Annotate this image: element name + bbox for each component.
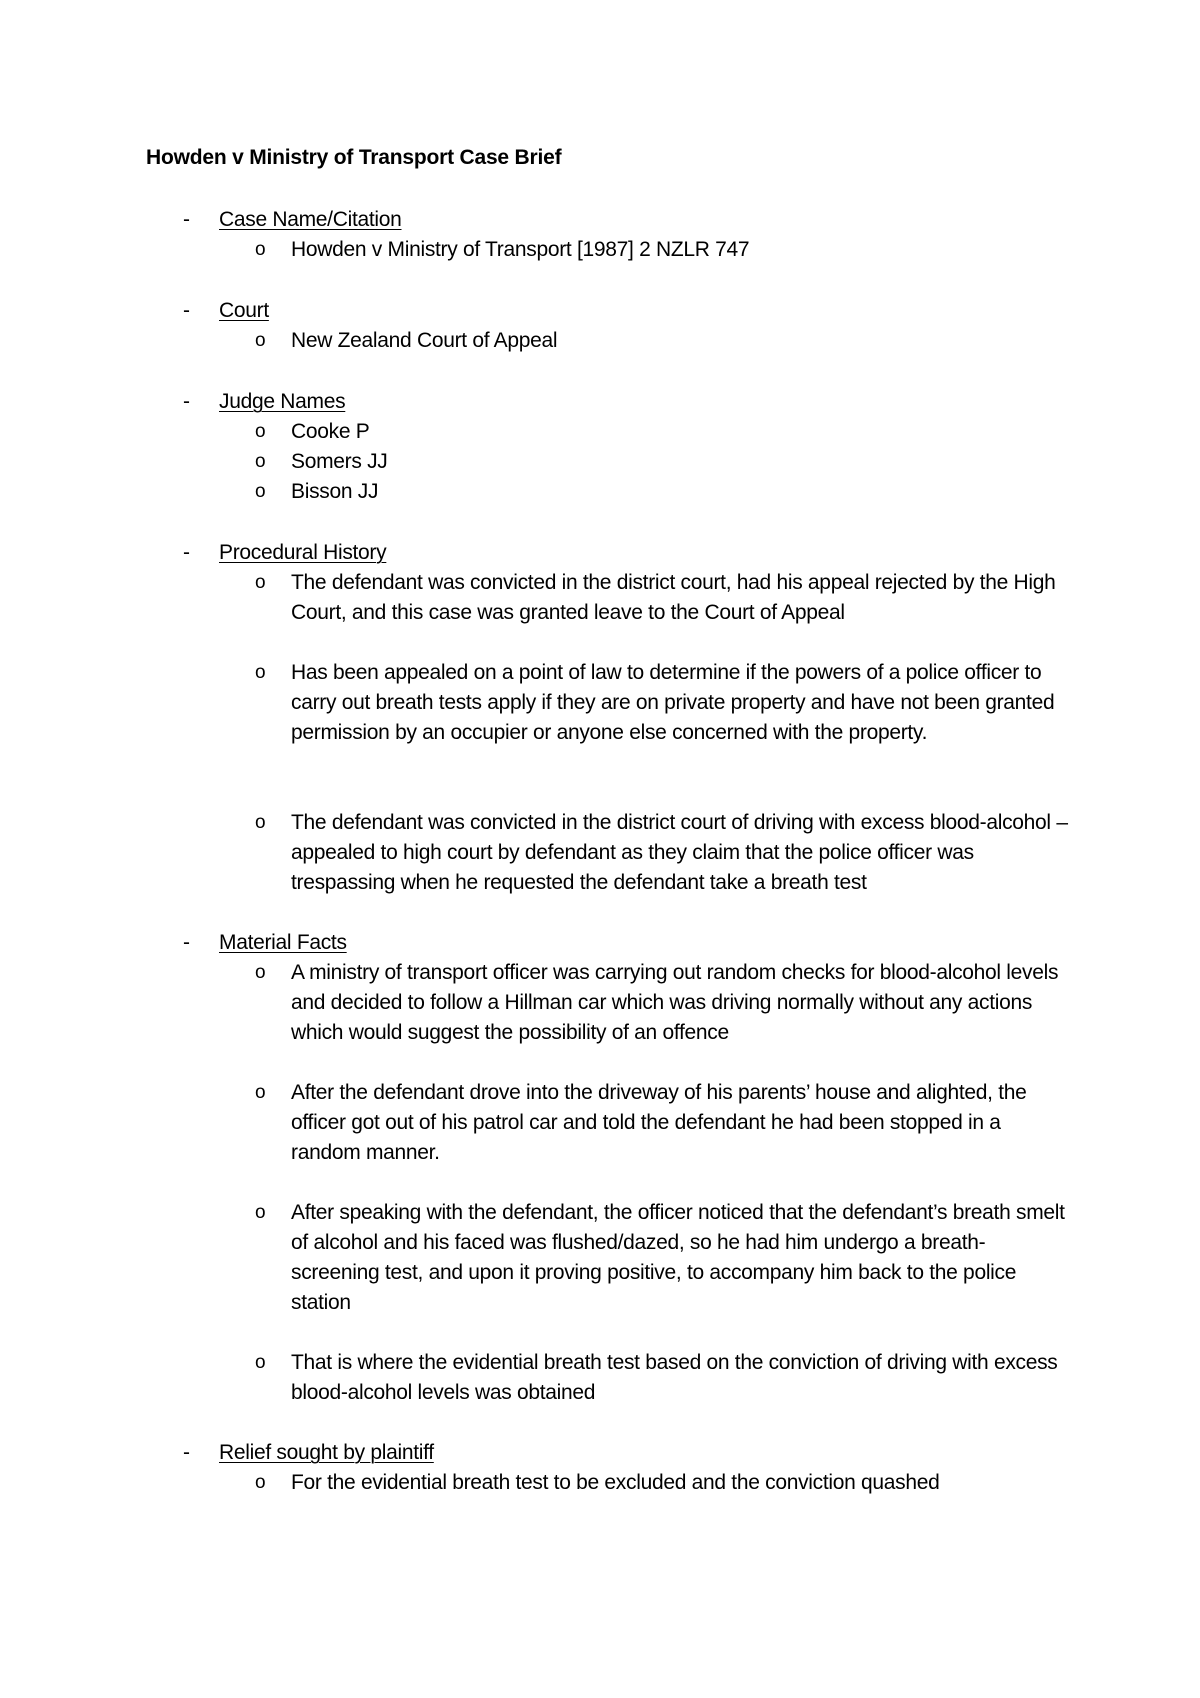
dash-marker: -	[183, 208, 190, 231]
section-heading	[0, 205, 1200, 235]
list-item-text: The defendant was convicted in the district court, had his appeal rejected by the High Court, and this case was granted leave to the Court of Appeal	[291, 571, 1056, 624]
bullet-marker: o	[255, 662, 266, 683]
bullet-marker: o	[255, 572, 266, 593]
list-item-text: After the defendant drove into the driveway of his parents’ house and alighted, the officer got out of his patrol car and told the defendant he had been stopped in a random manner.	[291, 1081, 1027, 1164]
bullet-marker: o	[255, 962, 266, 983]
list-item-text: Has been appealed on a point of law to determine if the powers of a police officer to carry out breath tests apply if they are on private property and have not been granted permission by an occupier or anyone else concerned with the property.	[291, 661, 1055, 744]
list-item-text: That is where the evidential breath test based on the conviction of driving with excess blood-alcohol levels was obtained	[291, 1351, 1058, 1404]
section-heading-label: Court	[219, 299, 269, 322]
section-heading-label: Judge Names	[219, 390, 346, 413]
section-heading-label: Relief sought by plaintiff	[219, 1441, 434, 1464]
list-item-text: After speaking with the defendant, the officer noticed that the defendant’s breath smelt of alcohol and his faced was flushed/dazed, so he had him undergo a breath-screening test, and upon it proving positive, to accompany him back to the police station	[291, 1201, 1065, 1314]
list-item-text: A ministry of transport officer was carrying out random checks for blood-alcohol levels and decided to follow a Hillman car which was driving normally without any actions which would suggest the possibility of an offence	[291, 961, 1059, 1044]
bullet-marker: o	[255, 481, 266, 502]
list-item-text: Howden v Ministry of Transport [1987] 2 NZLR 747	[291, 238, 750, 261]
section-heading-label: Material Facts	[219, 931, 347, 954]
bullet-marker: o	[255, 239, 266, 260]
bullet-marker: o	[255, 1352, 266, 1373]
bullet-marker: o	[255, 812, 266, 833]
list-item-text: Cooke P	[291, 420, 370, 443]
list-item-text: The defendant was convicted in the district court of driving with excess blood-alcohol – appealed to high court by defendant as they claim that the police officer was trespassing when he requested the defendant take a breath test	[291, 811, 1068, 894]
bullet-marker: o	[255, 1082, 266, 1103]
section-heading-label: Case Name/Citation	[219, 208, 402, 231]
section-heading	[0, 928, 1200, 958]
bullet-marker: o	[255, 421, 266, 442]
list-item-text: New Zealand Court of Appeal	[291, 329, 558, 352]
section-heading	[0, 296, 1200, 326]
dash-marker: -	[183, 931, 190, 954]
bullet-marker: o	[255, 1202, 266, 1223]
dash-marker: -	[183, 299, 190, 322]
bullet-marker: o	[255, 330, 266, 351]
dash-marker: -	[183, 541, 190, 564]
section-heading	[0, 538, 1200, 568]
bullet-marker: o	[255, 1472, 266, 1493]
dash-marker: -	[183, 1441, 190, 1464]
list-item-text: Bisson JJ	[291, 480, 379, 503]
page-title: Howden v Ministry of Transport Case Brief	[146, 146, 562, 169]
dash-marker: -	[183, 390, 190, 413]
section-heading-label: Procedural History	[219, 541, 387, 564]
list-item-text: Somers JJ	[291, 450, 388, 473]
bullet-marker: o	[255, 451, 266, 472]
section-heading	[0, 1438, 1200, 1468]
list-item-text: For the evidential breath test to be excluded and the conviction quashed	[291, 1471, 940, 1494]
section-heading	[0, 387, 1200, 417]
